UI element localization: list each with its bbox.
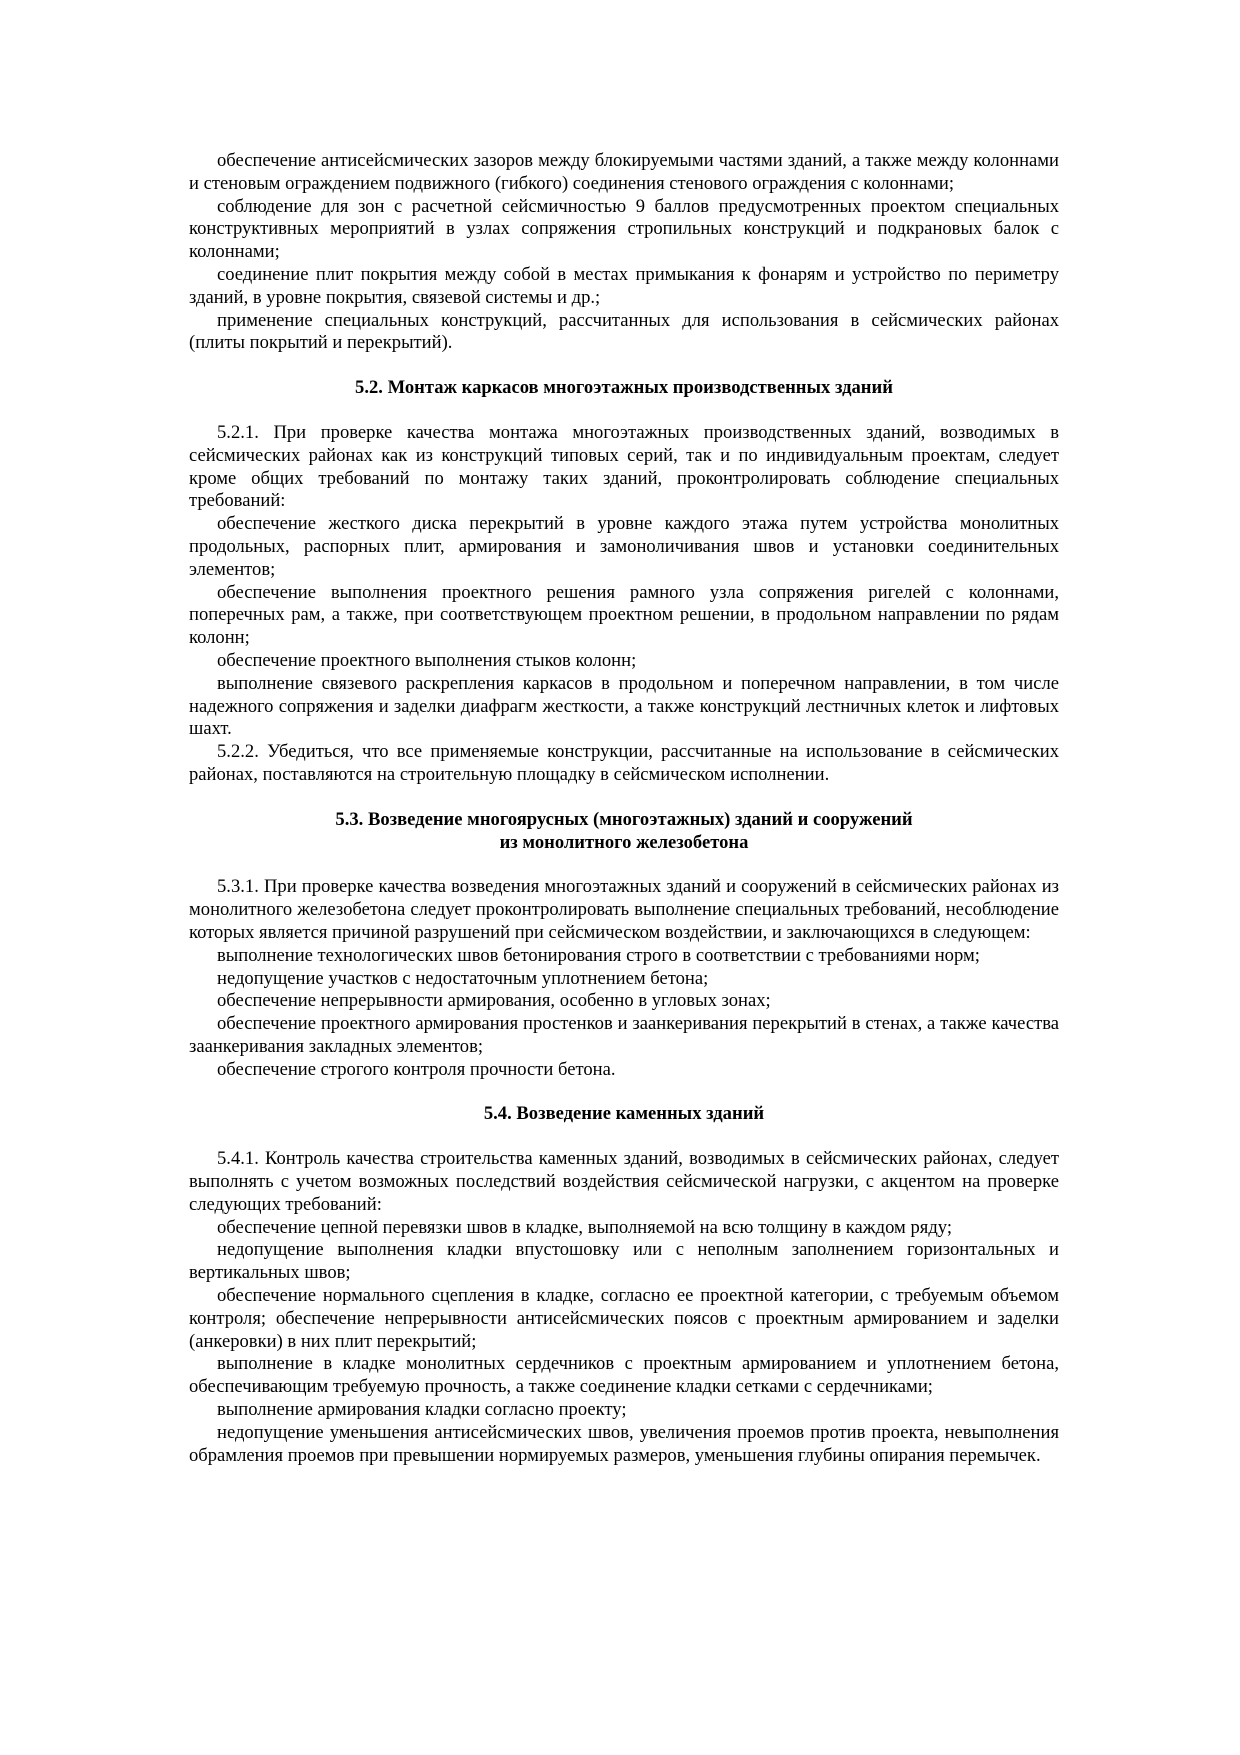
paragraph: недопущение уменьшения антисейсмических швов, увеличения проемов против проекта, невыполнения обрамления проемов при превышении нормируемых размеров, уменьшения глубины опирания перемычек. [189,1421,1059,1466]
paragraph: выполнение в кладке монолитных сердечников с проектным армированием и уплотнением бетона, обеспечивающим требуемую прочность, а также соединение кладки сетками с сердечниками; [189,1353,1059,1398]
paragraph: 5.3.1. При проверке качества возведения многоэтажных зданий и сооружений в сейсмических районах из монолитного железобетона следует проконтролировать выполнение специальных требований, несоблюдение которых является причиной разрушений при сейсмическом воздействии, и заключающихся в следующем: [189,876,1059,943]
paragraph: обеспечение строгого контроля прочности бетона. [217,1058,616,1080]
paragraph: выполнение армирования кладки согласно проекту; [217,1399,627,1421]
document-page [189,150,1059,1467]
paragraph: обеспечение проектного армирования простенков и заанкеривания перекрытий в стенах, а также качества заанкеривания закладных элементов; [189,1013,1059,1057]
section-heading: 5.4. Возведение каменных зданий [483,1103,765,1125]
section-heading-line: из монолитного железобетона [499,831,749,853]
section-heading-line: 5.3. Возведение многоярусных (многоэтажных) зданий и сооружений [335,808,913,830]
paragraph: обеспечение выполнения проектного решения рамного узла сопряжения ригелей с колоннами, поперечных рам, а также, при соответствующем проектном решении, в продольном направлении по рядам колонн; [189,581,1059,649]
paragraph: обеспечение проектного выполнения стыков колонн; [217,649,637,671]
paragraph: 5.2.2. Убедиться, что все применяемые конструкции, рассчитанные на использование в сейсмических районах, поставляются на строительную площадку в сейсмическом исполнении. [189,741,1059,785]
paragraph: обеспечение антисейсмических зазоров между блокируемыми частями зданий, а также между колоннами и стеновым ограждением подвижного (гибкого) соединения стенового ограждения с колоннами; [189,150,1059,194]
paragraph: соединение плит покрытия между собой в местах примыкания к фонарям и устройство по периметру зданий, в уровне покрытия, связевой системы и др.; [189,263,1059,308]
paragraph: обеспечение цепной перевязки швов в кладке, выполняемой на всю толщину в каждом ряду; [217,1216,952,1238]
section-heading: 5.2. Монтаж каркасов многоэтажных производственных зданий [355,377,893,399]
paragraph: недопущение выполнения кладки впустошовку или с неполным заполнением горизонтальных и вертикальных швов; [189,1239,1059,1284]
paragraph: соблюдение для зон с расчетной сейсмичностью 9 баллов предусмотренных проектом специальных конструктивных мероприятий в узлах сопряжения стропильных конструкций и подкрановых балок с колоннами; [189,195,1059,263]
paragraph: обеспечение жесткого диска перекрытий в уровне каждого этажа путем устройства монолитных продольных, распорных плит, армирования и замоноличивания швов и установки соединительных элементов; [189,513,1059,580]
paragraph: недопущение участков с недостаточным уплотнением бетона; [217,967,709,989]
paragraph: 5.2.1. При проверке качества монтажа многоэтажных производственных зданий, возводимых в сейсмических районах как из конструкций типовых серий, так и по индивидуальным проектам, следует кроме общих требований по монтажу таких зданий, проконтролировать соблюдение специальных требований: [189,421,1059,512]
paragraph: 5.4.1. Контроль качества строительства каменных зданий, возводимых в сейсмических районах, следует выполнять с учетом возможных последствий воздействия сейсмической нагрузки, с акцентом на проверке следующих требований: [189,1148,1059,1215]
paragraph: применение специальных конструкций, рассчитанных для использования в сейсмических районах (плиты покрытий и перекрытий). [189,309,1059,354]
paragraph: выполнение связевого раскрепления каркасов в продольном и поперечном направлении, в том числе надежного сопряжения и заделки диафрагм жесткости, а также конструкций лестничных клеток и лифтовых шахт. [189,672,1059,740]
section-heading [189,809,1059,855]
paragraph: обеспечение непрерывности армирования, особенно в угловых зонах; [217,990,771,1012]
paragraph: выполнение технологических швов бетонирования строго в соответствии с требованиями норм; [217,944,980,966]
paragraph: обеспечение нормального сцепления в кладке, согласно ее проектной категории, с требуемым объемом контроля; обеспечение непрерывности антисейсмических поясов с проектным армированием и заделки (анкеровки) в них плит перекрытий; [189,1285,1059,1352]
